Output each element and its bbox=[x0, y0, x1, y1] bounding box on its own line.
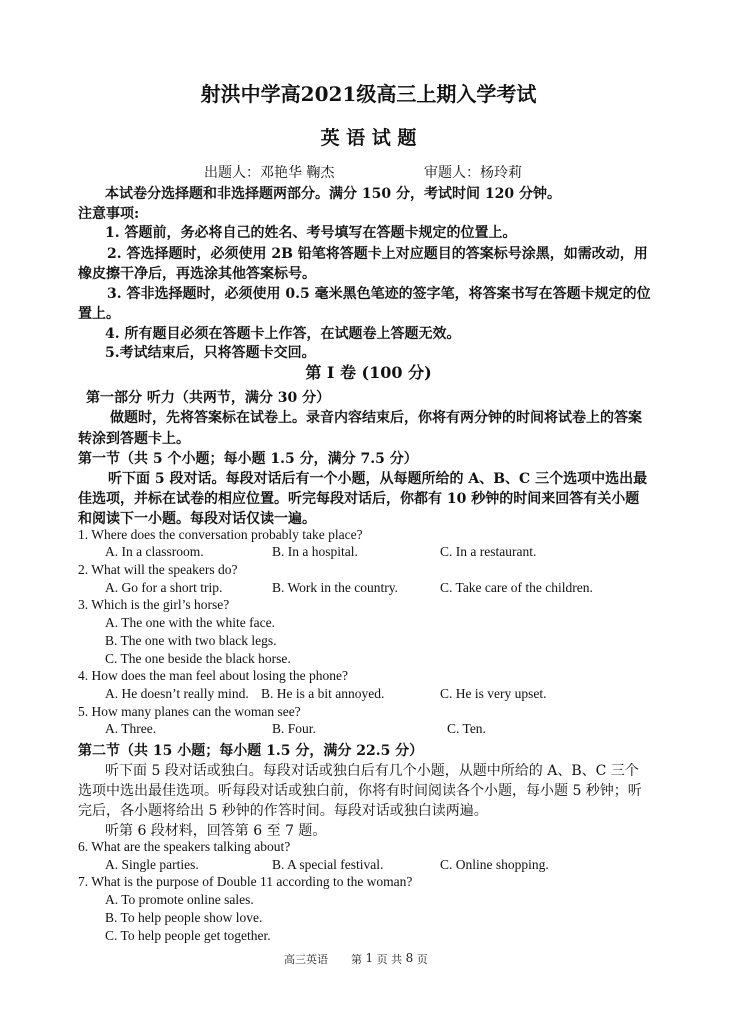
q2-option-a: A. Go for a short trip. bbox=[105, 580, 223, 595]
q1-option-a: A. In a classroom. bbox=[105, 544, 204, 559]
q2-stem: 2. What will the speakers do? bbox=[78, 562, 238, 577]
section2-material: 听第 6 段材料，回答第 6 至 7 题。 bbox=[105, 823, 327, 839]
q7-option-b: B. To help people show love. bbox=[105, 910, 263, 925]
footer-page-suffix: 页 bbox=[416, 953, 428, 966]
section1-instr-c: 和阅读下一小题。每段对话仅读一遍。 bbox=[78, 511, 316, 527]
q1-option-b: B. In a hospital. bbox=[272, 544, 358, 559]
footer-page-prefix: 第 bbox=[351, 953, 362, 966]
notes-heading: 注意事项: bbox=[78, 206, 140, 222]
section2-instr-a: 听下面 5 段对话或独白。每段对话或独白后有几个小题，从题中所给的 A、B、C 三个 bbox=[105, 763, 639, 779]
q5-option-b: B. Four. bbox=[272, 721, 316, 736]
q6-option-c: C. Online shopping. bbox=[440, 857, 549, 872]
q6-stem: 6. What are the speakers talking about? bbox=[78, 839, 291, 854]
q5-option-a: A. Three. bbox=[105, 721, 157, 736]
part1-instr-a: 做题时，先将答案标在试卷上。录音内容结束后，你将有两分钟的时间将试卷上的答案 bbox=[110, 410, 642, 426]
q4-option-a: A. He doesn’t really mind. bbox=[105, 686, 249, 701]
q3-stem: 3. Which is the girl’s horse? bbox=[78, 597, 230, 612]
q4-option-c: C. He is very upset. bbox=[440, 686, 547, 701]
q5-option-c: C. Ten. bbox=[447, 721, 486, 736]
q4-option-b: B. He is a bit annoyed. bbox=[261, 686, 385, 701]
note-2b: 橡皮擦干净后，再选涂其他答案标号。 bbox=[78, 266, 316, 282]
note-5: 5.考试结束后，只将答题卡交回。 bbox=[105, 345, 316, 361]
note-1: 1. 答题前，务必将自己的姓名、考号填写在答题卡规定的位置上。 bbox=[105, 225, 517, 241]
q3-option-b: B. The one with two black legs. bbox=[105, 633, 277, 648]
q3-option-a: A. The one with the white face. bbox=[105, 615, 275, 630]
footer-page-number: 1 bbox=[365, 951, 374, 965]
q1-stem: 1. Where does the conversation probably take place? bbox=[78, 527, 363, 542]
section1-instr-b: 佳选项，并标在试卷的相应位置。听完每段对话后，你都有 10 秒钟的时间来回答有关小题 bbox=[78, 491, 640, 507]
section2-instr-b: 选项中选出最佳选项。听每段对话或独白前，你将有时间阅读各个小题，每小题 5 秒钟；听 bbox=[78, 783, 642, 799]
note-4: 4. 所有题目必须在答题卡上作答，在试题卷上答题无效。 bbox=[105, 326, 461, 342]
section2-heading: 第二节（共 15 小题；每小题 1.5 分，满分 22.5 分） bbox=[78, 743, 424, 759]
exam-title: 射洪中学高2021级高三上期入学考试 bbox=[200, 82, 537, 106]
authors: 出题人：邓艳华 鞠杰 bbox=[204, 165, 335, 181]
intro: 本试卷分选择题和非选择题两部分。满分 150 分，考试时间 120 分钟。 bbox=[105, 186, 561, 202]
q7-option-c: C. To help people get together. bbox=[105, 928, 271, 943]
q2-option-c: C. Take care of the children. bbox=[440, 580, 593, 595]
note-3b: 置上。 bbox=[78, 306, 120, 322]
q2-option-b: B. Work in the country. bbox=[272, 580, 399, 595]
section1-instr-a: 听下面 5 段对话。每段对话后有一个小题，从每题所给的 A、B、C 三个选项中选出最 bbox=[108, 471, 648, 487]
q6-option-a: A. Single parties. bbox=[105, 857, 199, 872]
footer-total-pages: 8 bbox=[405, 951, 414, 965]
q7-stem: 7. What is the purpose of Double 11 according to the woman? bbox=[78, 874, 413, 889]
part1-instr-b: 转涂到答题卡上。 bbox=[78, 431, 190, 447]
q4-stem: 4. How does the man feel about losing the phone? bbox=[78, 668, 348, 683]
section1-heading: 第一节（共 5 个小题；每小题 1.5 分，满分 7.5 分） bbox=[78, 451, 418, 467]
note-2a: 2. 答选择题时，必须使用 2B 铅笔将答题卡上对应题目的答案标号涂黑，如需改动，用 bbox=[107, 246, 648, 262]
q5-stem: 5. How many planes can the woman see? bbox=[78, 704, 301, 719]
page-footer bbox=[284, 951, 428, 967]
q3-option-c: C. The one beside the black horse. bbox=[105, 651, 291, 666]
footer-page-mid: 页 共 bbox=[376, 953, 403, 966]
note-3a: 3. 答非选择题时，必须使用 0.5 毫米黑色笔迹的签字笔，将答案书写在答题卡规定的位 bbox=[107, 286, 651, 302]
q7-option-a: A. To promote online sales. bbox=[105, 892, 254, 907]
q1-option-c: C. In a restaurant. bbox=[440, 544, 537, 559]
part1-heading: 第一部分 听力（共两节，满分 30 分） bbox=[86, 390, 331, 406]
reviewer: 审题人：杨玲莉 bbox=[424, 165, 522, 181]
section2-instr-c: 完后，各小题将给出 5 秒钟的作答时间。每段对话或独白读两遍。 bbox=[78, 803, 488, 819]
q6-option-b: B. A special festival. bbox=[272, 857, 384, 872]
volume-title: 第 I 卷 (100 分) bbox=[305, 363, 432, 382]
exam-subtitle: 英 语 试 题 bbox=[320, 127, 417, 149]
footer-subject: 高三英语 bbox=[284, 953, 328, 966]
